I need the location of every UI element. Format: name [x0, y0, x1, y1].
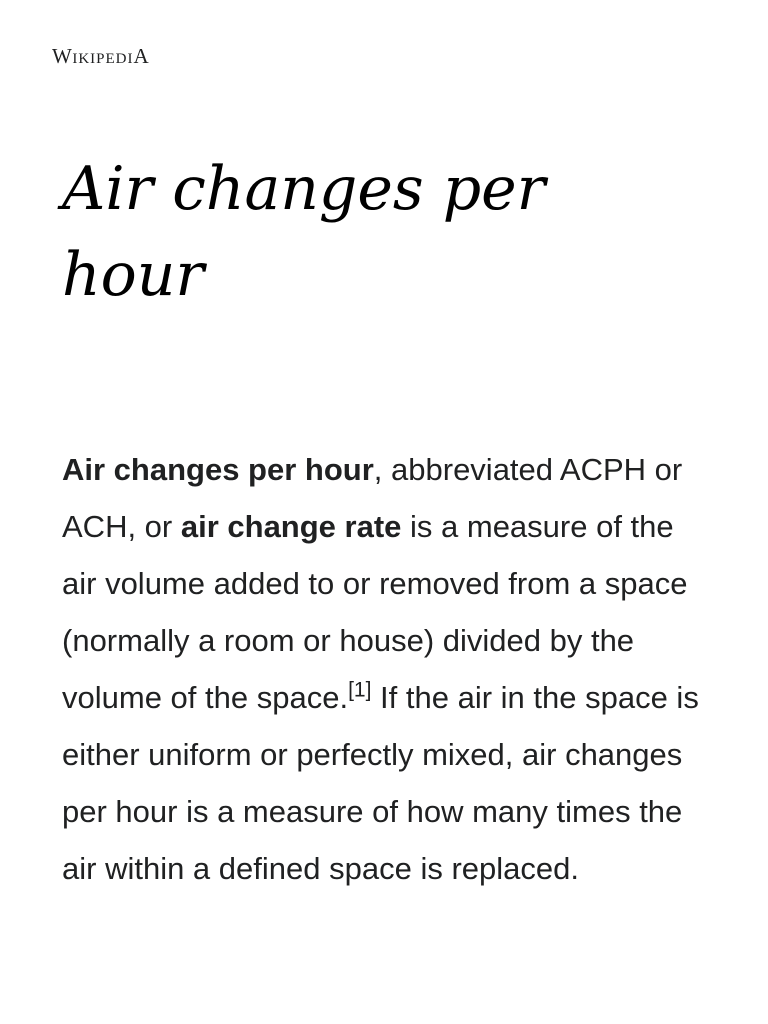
site-header — [52, 40, 149, 72]
wordmark-small-caps: IKIPEDI — [72, 50, 134, 67]
wordmark-initial: W — [52, 43, 73, 68]
bold-term-air-change-rate: air change rate — [180, 509, 402, 544]
reference-superscript — [348, 679, 371, 702]
lead-text-3: If the air in the space is either uniform or perfectly mixed, air changes per hour is a measure of how many times the air within a defined space is replaced. — [62, 680, 699, 886]
reference-link-1[interactable]: [1] — [348, 678, 372, 702]
wikipedia-wordmark-link[interactable] — [52, 44, 149, 69]
lead-paragraph — [62, 441, 712, 897]
page-title: Air changes per hour — [62, 154, 546, 310]
lead-text-1: , abbreviated ACPH or ACH, or — [62, 452, 683, 544]
wordmark-final: A — [133, 43, 150, 68]
bold-term-air-changes-per-hour: Air changes per hour — [62, 452, 374, 487]
lead-text-2: is a measure of the air volume added to or removed from a space (normally a room or house) divided by the volume of the space. — [62, 509, 688, 715]
